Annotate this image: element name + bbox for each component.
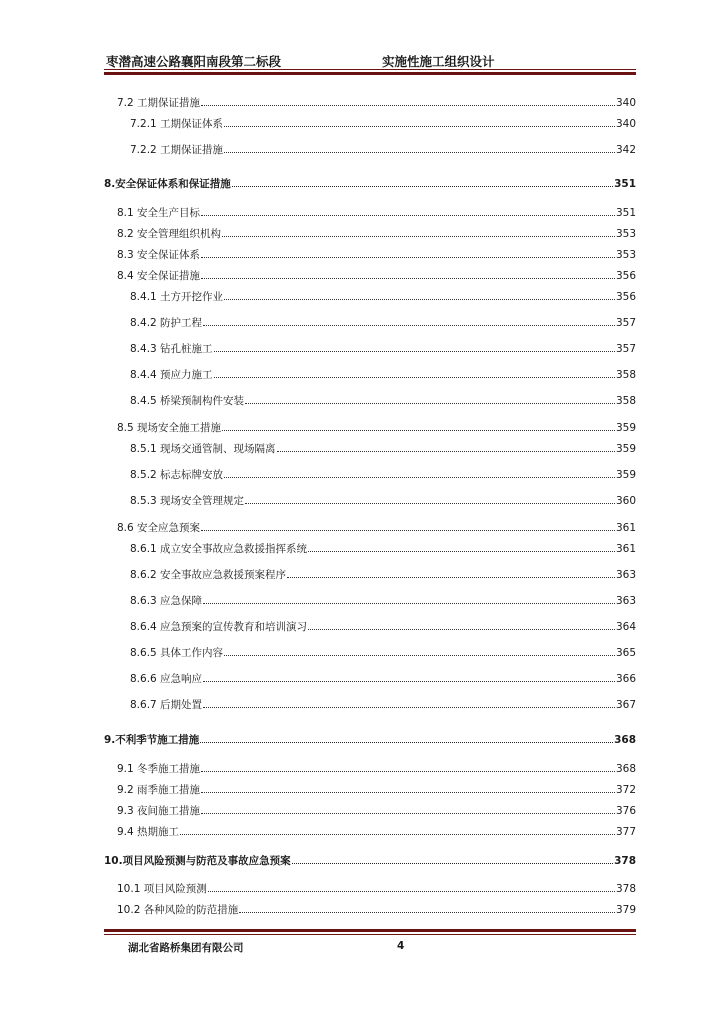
toc-entry[interactable] — [117, 421, 636, 435]
toc-entry[interactable] — [117, 903, 636, 917]
toc-entry-page: 356 — [615, 270, 636, 282]
toc-leader-dots — [214, 342, 615, 352]
toc-leader-dots — [201, 206, 615, 216]
toc-entry-page: 357 — [615, 317, 636, 329]
toc-entry[interactable] — [130, 542, 636, 556]
toc-entry-page: 376 — [615, 805, 636, 817]
toc-entry-title: 10.项目风险预测与防范及事故应急预案 — [104, 855, 291, 867]
toc-leader-dots — [214, 368, 615, 378]
toc-leader-dots — [201, 269, 615, 279]
toc-entry[interactable] — [117, 96, 636, 110]
toc-entry-page: 364 — [615, 621, 636, 633]
toc-entry-title: 7.2.2 工期保证措施 — [130, 144, 224, 156]
toc-leader-dots — [203, 672, 615, 682]
toc-entry-page: 351 — [615, 207, 636, 219]
toc-entry-title: 8.2 安全管理组织机构 — [117, 228, 222, 240]
toc-entry-page: 357 — [615, 343, 636, 355]
toc-entry[interactable] — [130, 494, 636, 508]
toc-entry-title: 8.4.1 土方开挖作业 — [130, 291, 224, 303]
toc-entry-title: 8.6.1 成立安全事故应急救援指挥系统 — [130, 543, 308, 555]
toc-entry-page: 361 — [615, 522, 636, 534]
toc-entry-page: 359 — [615, 443, 636, 455]
toc-entry-title: 8.6.4 应急预案的宣传教育和培训演习 — [130, 621, 308, 633]
toc-entry[interactable] — [130, 468, 636, 482]
footer-rule-thick — [104, 929, 636, 932]
toc-entry-title: 8.6.7 后期处置 — [130, 699, 203, 711]
toc-leader-dots — [201, 762, 615, 772]
toc-leader-dots — [201, 96, 615, 106]
toc-leader-dots — [208, 882, 615, 892]
toc-leader-dots — [200, 733, 613, 743]
toc-leader-dots — [224, 290, 615, 300]
toc-entry-page: 358 — [615, 395, 636, 407]
toc-leader-dots — [245, 494, 615, 504]
toc-entry-title: 8.5.1 现场交通管制、现场隔离 — [130, 443, 276, 455]
toc-entry[interactable] — [130, 342, 636, 356]
toc-entry-title: 8.4.3 钻孔桩施工 — [130, 343, 213, 355]
toc-entry[interactable] — [117, 783, 636, 797]
toc-leader-dots — [245, 394, 615, 404]
toc-entry-page: 353 — [615, 228, 636, 240]
toc-leader-dots — [308, 620, 615, 630]
toc-entry[interactable] — [117, 521, 636, 535]
toc-entry[interactable] — [130, 394, 636, 408]
toc-entry-page: 363 — [615, 595, 636, 607]
toc-entry-title: 10.2 各种风险的防范措施 — [117, 904, 239, 916]
toc-leader-dots — [201, 248, 615, 258]
toc-entry[interactable] — [130, 646, 636, 660]
toc-entry-title: 8.4.5 桥梁预制构件安装 — [130, 395, 245, 407]
toc-entry-page: 363 — [615, 569, 636, 581]
toc-entry[interactable] — [104, 854, 636, 868]
toc-entry[interactable] — [117, 248, 636, 262]
toc-leader-dots — [239, 903, 615, 913]
toc-entry-page: 359 — [615, 422, 636, 434]
toc-entry-page: 367 — [615, 699, 636, 711]
toc-entry[interactable] — [130, 117, 636, 131]
toc-entry-title: 8.3 安全保证体系 — [117, 249, 201, 261]
toc-entry-title: 8.6.2 安全事故应急救援预案程序 — [130, 569, 287, 581]
toc-entry[interactable] — [104, 177, 636, 191]
toc-entry-title: 7.2 工期保证措施 — [117, 97, 201, 109]
footer-company-name: 湖北省路桥集团有限公司 — [128, 942, 244, 954]
toc-entry-title: 10.1 项目风险预测 — [117, 883, 207, 895]
toc-entry-page: 359 — [615, 469, 636, 481]
toc-leader-dots — [224, 117, 615, 127]
toc-entry-page: 342 — [615, 144, 636, 156]
toc-leader-dots — [287, 568, 615, 578]
toc-entry-page: 368 — [614, 734, 636, 746]
toc-entry[interactable] — [130, 672, 636, 686]
toc-entry[interactable] — [117, 825, 636, 839]
toc-entry[interactable] — [130, 316, 636, 330]
toc-entry[interactable] — [130, 290, 636, 304]
toc-entry-page: 353 — [615, 249, 636, 261]
toc-entry-page: 368 — [615, 763, 636, 775]
toc-leader-dots — [232, 177, 613, 187]
toc-leader-dots — [308, 542, 615, 552]
toc-entry-title: 8.4.2 防护工程 — [130, 317, 203, 329]
toc-entry-page: 356 — [615, 291, 636, 303]
toc-entry-page: 340 — [615, 97, 636, 109]
toc-entry-title: 9.不利季节施工措施 — [104, 734, 200, 746]
toc-entry-title: 8.5 现场安全施工措施 — [117, 422, 222, 434]
toc-entry[interactable] — [117, 227, 636, 241]
toc-entry-title: 9.4 热期施工 — [117, 826, 180, 838]
toc-leader-dots — [180, 825, 615, 835]
toc-entry[interactable] — [117, 882, 636, 896]
toc-entry[interactable] — [130, 568, 636, 582]
toc-leader-dots — [224, 468, 615, 478]
toc-entry-title: 7.2.1 工期保证体系 — [130, 118, 224, 130]
toc-entry-page: 360 — [615, 495, 636, 507]
toc-entry-title: 8.6.3 应急保障 — [130, 595, 203, 607]
toc-leader-dots — [224, 646, 615, 656]
toc-entry-title: 9.2 雨季施工措施 — [117, 784, 201, 796]
toc-leader-dots — [203, 316, 615, 326]
header-doc-title: 实施性施工组织设计 — [382, 54, 495, 69]
header-project-name: 枣潜高速公路襄阳南段第二标段 — [106, 54, 282, 69]
toc-entry-title: 8.4 安全保证措施 — [117, 270, 201, 282]
toc-leader-dots — [201, 804, 615, 814]
toc-entry[interactable] — [104, 733, 636, 747]
toc-entry-page: 379 — [615, 904, 636, 916]
toc-entry-page: 361 — [615, 543, 636, 555]
toc-entry-title: 9.3 夜间施工措施 — [117, 805, 201, 817]
toc-entry-title: 8.6 安全应急预案 — [117, 522, 201, 534]
toc-entry[interactable] — [130, 620, 636, 634]
toc-leader-dots — [201, 521, 615, 531]
footer-rule-thin — [104, 934, 636, 935]
toc-entry[interactable] — [130, 594, 636, 608]
toc-leader-dots — [203, 594, 615, 604]
toc-leader-dots — [201, 783, 615, 793]
toc-entry[interactable] — [130, 143, 636, 157]
toc-entry-page: 372 — [615, 784, 636, 796]
toc-entry[interactable] — [117, 206, 636, 220]
toc-entry-page: 377 — [615, 826, 636, 838]
toc-entry[interactable] — [130, 698, 636, 712]
toc-leader-dots — [224, 143, 615, 153]
toc-leader-dots — [222, 421, 615, 431]
toc-entry-page: 378 — [615, 883, 636, 895]
toc-leader-dots — [203, 698, 615, 708]
toc-entry-page: 340 — [615, 118, 636, 130]
toc-entry[interactable] — [130, 368, 636, 382]
footer-page-number: 4 — [397, 940, 405, 952]
toc-entry-title: 8.5.3 现场安全管理规定 — [130, 495, 245, 507]
toc-leader-dots — [222, 227, 615, 237]
toc-entry-title: 8.5.2 标志标牌安放 — [130, 469, 224, 481]
toc-leader-dots — [277, 442, 615, 452]
toc-entry[interactable] — [130, 442, 636, 456]
toc-entry-title: 8.安全保证体系和保证措施 — [104, 178, 231, 190]
toc-entry-page: 351 — [614, 178, 636, 190]
toc-entry-title: 8.6.6 应急响应 — [130, 673, 203, 685]
toc-entry-page: 358 — [615, 369, 636, 381]
toc-entry-page: 378 — [614, 855, 636, 867]
toc-entry[interactable] — [117, 804, 636, 818]
toc-entry[interactable] — [117, 762, 636, 776]
toc-entry[interactable] — [117, 269, 636, 283]
toc-leader-dots — [292, 854, 613, 864]
toc-entry-title: 8.1 安全生产目标 — [117, 207, 201, 219]
toc-entry-page: 366 — [615, 673, 636, 685]
toc-entry-page: 365 — [615, 647, 636, 659]
toc-entry-title: 8.4.4 预应力施工 — [130, 369, 213, 381]
toc-entry-title: 9.1 冬季施工措施 — [117, 763, 201, 775]
toc-entry-title: 8.6.5 具体工作内容 — [130, 647, 224, 659]
